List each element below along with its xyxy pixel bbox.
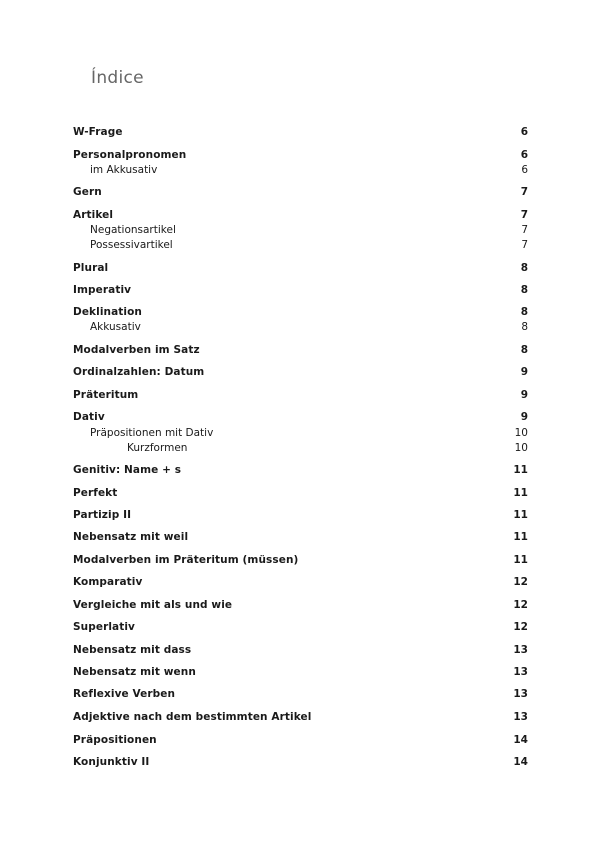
page-title: Índice	[91, 68, 144, 88]
toc-entry-label: Dativ	[73, 411, 105, 423]
toc-entry-label: Artikel	[73, 209, 114, 221]
toc-entry-label: Akkusativ	[90, 321, 141, 333]
toc-entry-page: 9	[520, 366, 528, 378]
toc-subentry[interactable]	[73, 238, 528, 252]
toc-entry[interactable]	[73, 486, 528, 500]
toc-entry-label: Possessivartikel	[90, 239, 173, 251]
toc-entry-page: 13	[513, 666, 528, 678]
toc-entry[interactable]	[73, 530, 528, 544]
toc-entry[interactable]	[73, 508, 528, 522]
toc-entry-page: 7	[521, 224, 528, 236]
toc-entry[interactable]	[73, 733, 528, 747]
toc-entry[interactable]	[73, 305, 528, 319]
toc-entry-page: 11	[513, 464, 528, 476]
toc-entry[interactable]	[73, 553, 528, 567]
toc-entry[interactable]	[73, 208, 528, 222]
toc-entry-page: 8	[520, 262, 528, 274]
toc-entry-label: Präteritum	[73, 389, 139, 401]
toc-entry-label: Nebensatz mit dass	[73, 644, 192, 656]
toc-entry-page: 8	[520, 306, 528, 318]
toc-entry-page: 7	[521, 239, 528, 251]
toc-entry[interactable]	[73, 388, 528, 402]
toc-entry-label: Adjektive nach dem bestimmten Artikel	[73, 711, 312, 723]
toc-entry-label: Imperativ	[73, 284, 132, 296]
toc-entry-label: Negationsartikel	[90, 224, 176, 236]
toc-entry-page: 9	[520, 389, 528, 401]
toc-entry-page: 12	[513, 576, 528, 588]
toc-entry-page: 12	[513, 621, 528, 633]
toc-entry-label: Ordinalzahlen: Datum	[73, 366, 205, 378]
toc-entry[interactable]	[73, 643, 528, 657]
toc-entry-label: Präpositionen mit Dativ	[90, 427, 214, 439]
toc-entry[interactable]	[73, 463, 528, 477]
toc-entry[interactable]	[73, 620, 528, 634]
toc-entry-label: Vergleiche mit als und wie	[73, 599, 233, 611]
toc-entry-label: Konjunktiv II	[73, 756, 150, 768]
toc-entry[interactable]	[73, 261, 528, 275]
toc-entry[interactable]	[73, 148, 528, 162]
toc-entry[interactable]	[73, 365, 528, 379]
toc-entry-page: 7	[520, 186, 528, 198]
toc-entry-page: 11	[513, 487, 528, 499]
toc-entry-page: 13	[513, 688, 528, 700]
toc-entry-label: Nebensatz mit wenn	[73, 666, 196, 678]
toc-entry-label: Personalpronomen	[73, 149, 187, 161]
toc-entry-label: Präpositionen	[73, 734, 157, 746]
toc-entry-label: Kurzformen	[127, 442, 188, 454]
toc-entry-page: 8	[520, 344, 528, 356]
toc-entry-page: 8	[520, 284, 528, 296]
toc-entry-page: 8	[521, 321, 528, 333]
toc-entry-page: 11	[513, 531, 528, 543]
toc-entry-label: Modalverben im Präteritum (müssen)	[73, 554, 299, 566]
toc-entry-label: Komparativ	[73, 576, 143, 588]
toc-subentry[interactable]	[73, 320, 528, 334]
toc-entry[interactable]	[73, 665, 528, 679]
toc-entry-page: 6	[521, 164, 528, 176]
toc-entry-page: 9	[520, 411, 528, 423]
toc-entry-page: 14	[513, 756, 528, 768]
toc-entry-page: 11	[513, 509, 528, 521]
toc-entry-label: Nebensatz mit weil	[73, 531, 189, 543]
toc-entry-label: Reflexive Verben	[73, 688, 176, 700]
toc-entry[interactable]	[73, 598, 528, 612]
toc-subentry[interactable]	[73, 163, 528, 177]
toc-entry[interactable]	[73, 410, 528, 424]
toc-entry-page: 6	[520, 149, 528, 161]
toc-entry[interactable]	[73, 710, 528, 724]
toc-entry-label: Perfekt	[73, 487, 118, 499]
toc-entry-page: 12	[513, 599, 528, 611]
toc-entry-label: Deklination	[73, 306, 142, 318]
toc-entry[interactable]	[73, 755, 528, 769]
toc-entry-label: Plural	[73, 262, 109, 274]
toc-entry-label: W-Frage	[73, 126, 123, 138]
toc-entry-label: Gern	[73, 186, 102, 198]
toc-subentry[interactable]	[73, 441, 528, 455]
toc-entry[interactable]	[73, 687, 528, 701]
toc-entry[interactable]	[73, 575, 528, 589]
toc-entry-label: Partizip II	[73, 509, 132, 521]
toc-entry-label: Superlativ	[73, 621, 136, 633]
toc-entry-page: 13	[513, 711, 528, 723]
toc-entry-page: 6	[520, 126, 528, 138]
toc-entry[interactable]	[73, 343, 528, 357]
toc-entry-label: Genitiv: Name + s	[73, 464, 182, 476]
toc-entry-page: 10	[514, 427, 528, 439]
toc-entry-page: 13	[513, 644, 528, 656]
toc-entry[interactable]	[73, 125, 528, 139]
toc-entry[interactable]	[73, 283, 528, 297]
toc-entry[interactable]	[73, 185, 528, 199]
toc-entry-page: 7	[520, 209, 528, 221]
toc-subentry[interactable]	[73, 223, 528, 237]
toc-entry-label: im Akkusativ	[90, 164, 158, 176]
toc-entry-page: 14	[513, 734, 528, 746]
toc-subentry[interactable]	[73, 426, 528, 440]
toc-entry-page: 10	[514, 442, 528, 454]
toc-entry-label: Modalverben im Satz	[73, 344, 200, 356]
toc-entry-page: 11	[513, 554, 528, 566]
